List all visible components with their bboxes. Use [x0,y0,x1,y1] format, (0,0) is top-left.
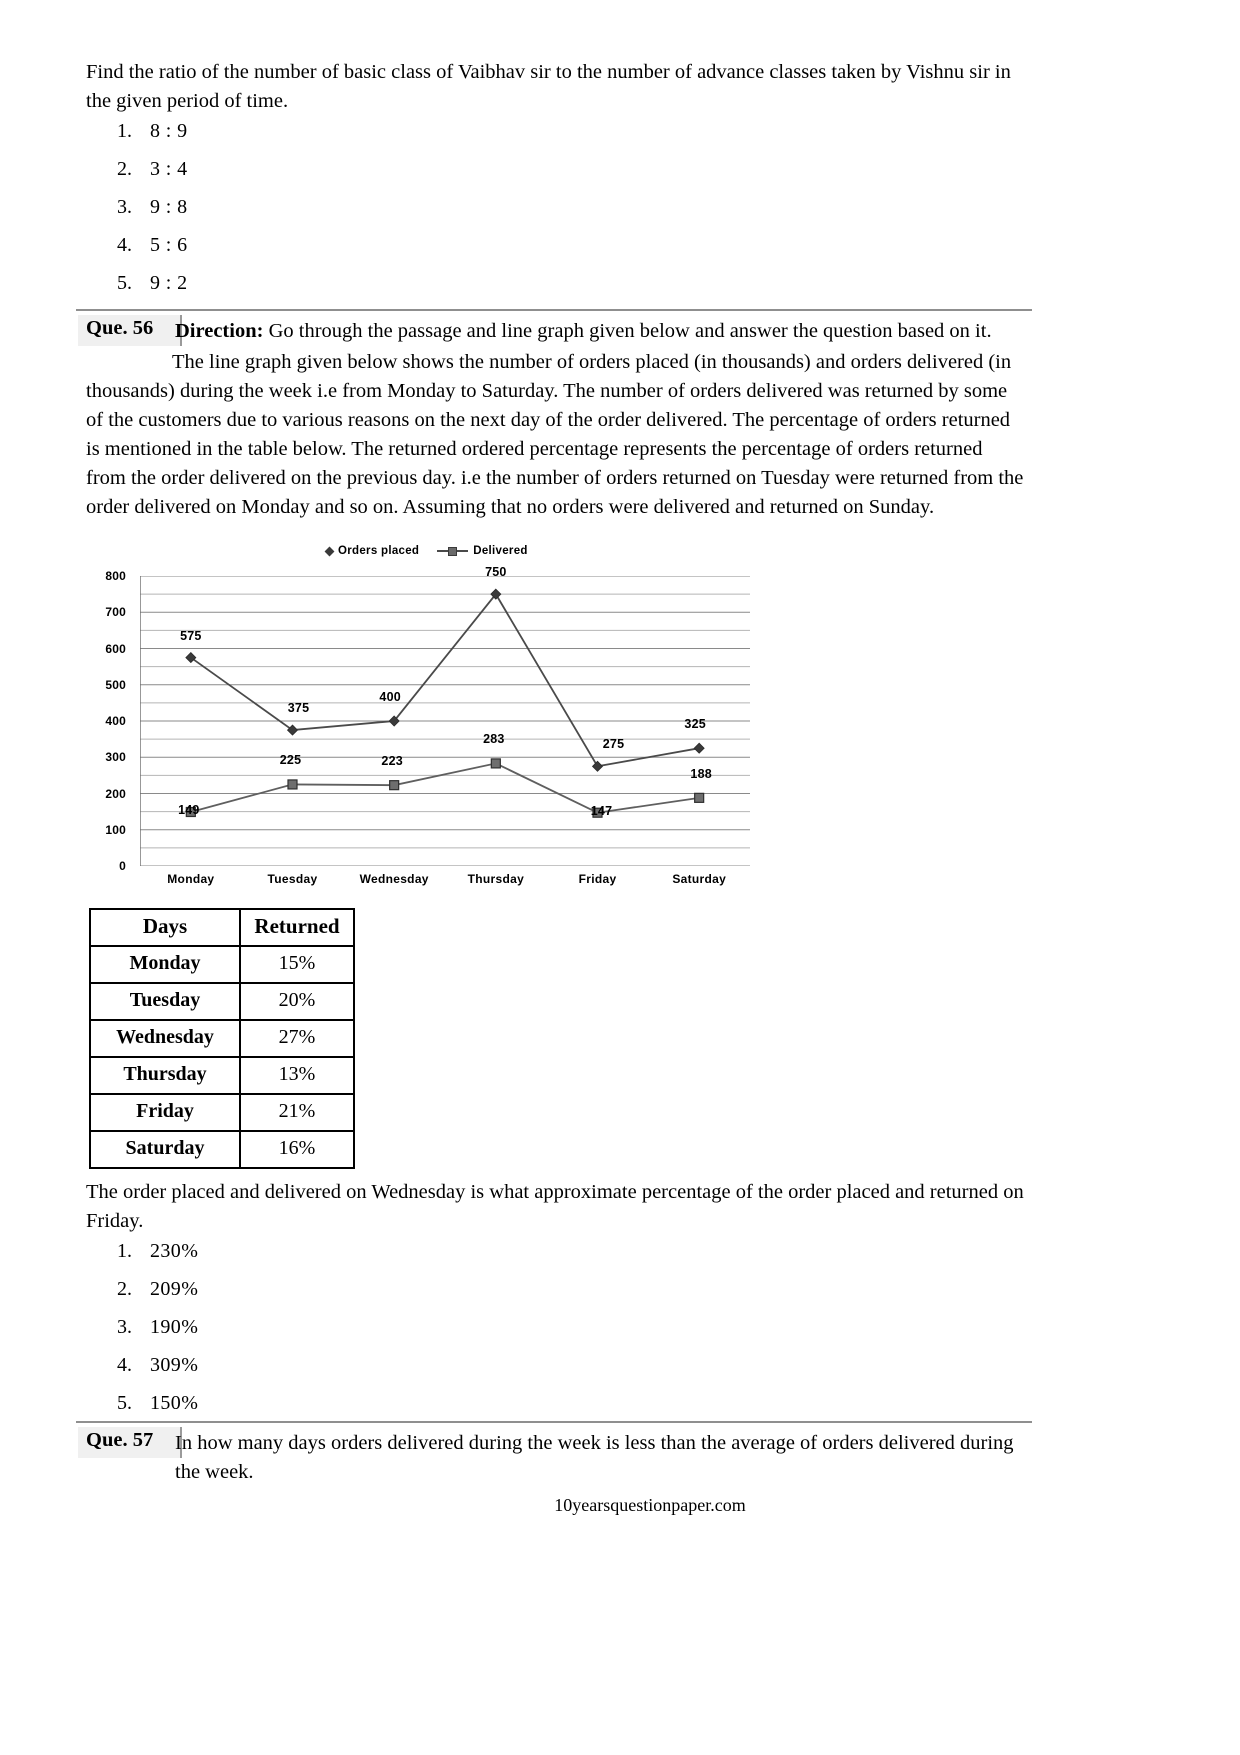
direction-label: Direction: [175,320,264,342]
data-label-delivered-tuesday: 225 [279,753,302,768]
table-row [90,946,354,983]
option-number: 2. [117,1278,132,1300]
table-cell-returned: 21% [240,1094,354,1131]
chart-legend [326,540,626,562]
legend-entry-orders-placed [326,545,419,557]
top-question-option-1[interactable] [86,112,586,150]
y-axis-tick-800: 800 [105,569,126,583]
option-number: 4. [117,234,132,256]
table-header-row [90,909,354,946]
option-value: 309% [150,1354,199,1376]
option-number: 5. [117,1392,132,1414]
footer-site-name: 10yearsquestionpaper.com [554,1495,746,1515]
y-axis-tick-100: 100 [105,822,126,837]
y-axis-labels [84,569,132,873]
table-cell-day: Friday [90,1094,240,1131]
data-label-delivered-monday: 149 [178,802,200,817]
y-axis-tick-600: 600 [105,641,126,656]
x-axis-label-monday: Monday [167,872,215,886]
option-number: 2. [117,158,132,180]
data-label-placed-friday: 275 [602,737,625,752]
y-axis-tick-700: 700 [105,605,126,620]
option-value: 150% [150,1392,199,1414]
legend-entry-delivered [437,545,527,557]
que57-question-text: In how many days orders delivered during the week is less than the average of orders delivered during the week. [175,1432,1014,1483]
x-axis-label-saturday: Saturday [672,872,727,886]
option-number: 4. [117,1354,132,1376]
table-cell-day: Wednesday [90,1020,240,1057]
table-cell-day: Thursday [90,1057,240,1094]
direction-line [175,317,1035,346]
passage-block [86,348,1026,522]
option-number: 1. [117,120,132,142]
data-label-placed-monday: 575 [180,628,202,643]
que56-options [86,1232,586,1422]
option-number: 1. [117,1240,132,1262]
que56-option-3[interactable] [86,1308,586,1346]
y-axis-tick-500: 500 [105,677,126,692]
table-cell-returned: 27% [240,1020,354,1057]
option-value: 5 : 6 [150,234,188,256]
data-label-delivered-saturday: 188 [690,766,712,781]
option-value: 9 : 2 [150,272,188,294]
data-label-delivered-thursday: 283 [483,732,505,747]
chart-svg [140,576,750,866]
diamond-marker-icon [325,546,335,556]
que56-option-5[interactable] [86,1384,586,1422]
table-row [90,1131,354,1168]
table-cell-returned: 20% [240,983,354,1020]
x-axis-labels [140,872,750,886]
table-header [90,909,354,946]
option-number: 3. [117,1316,132,1338]
returned-percentage-table [89,908,355,1169]
line-square-marker-icon [437,547,468,556]
section-divider-56 [76,309,1032,311]
option-value: 3 : 4 [150,158,188,180]
section-divider-57 [76,1421,1032,1423]
option-value: 8 : 9 [150,120,188,142]
table-row [90,1057,354,1094]
question-number-56: Que. 56 [78,315,182,346]
table-cell-day: Saturday [90,1131,240,1168]
x-axis-label-thursday: Thursday [467,872,525,886]
top-question-option-2[interactable] [86,150,586,188]
top-question-option-3[interactable] [86,188,586,226]
option-value: 209% [150,1278,199,1300]
data-label-placed-saturday: 325 [684,717,706,732]
option-number: 5. [117,272,132,294]
y-axis-tick-300: 300 [105,750,126,765]
page-footer [0,1495,1240,1516]
table-cell-day: Tuesday [90,983,240,1020]
question-number-57: Que. 57 [78,1427,182,1458]
top-question-options [86,112,586,302]
x-axis-label-friday: Friday [578,872,617,886]
passage-text: The line graph given below shows the number of orders placed (in thousands) and orders delivered (in thousands) during the week i.e from Monday to Saturday. The number of orders delivered was returned by some of the customers due to various reasons on the next day of the order delivered. The percentage of orders returned is mentioned in the table below. The returned ordered percentage represents the percentage of orders returned from the order delivered on the previous day. i.e the number of orders returned on Tuesday were returned from the order delivered on Monday and so on. Assuming that no orders were delivered and returned on Sunday. [86,351,1024,518]
table-cell-returned: 15% [240,946,354,983]
table-column-header-2: Returned [240,909,354,946]
table-column-header-1: Days [90,909,240,946]
que56-option-4[interactable] [86,1346,586,1384]
x-axis-label-wednesday: Wednesday [359,872,429,886]
que56-question-text: The order placed and delivered on Wednesday is what approximate percentage of the order placed and returned on Friday. [86,1181,1024,1232]
x-axis-label-tuesday: Tuesday [267,872,318,886]
table-row [90,1094,354,1131]
data-label-placed-thursday: 750 [485,565,507,580]
legend-label-delivered: Delivered [473,545,528,557]
option-value: 9 : 8 [150,196,188,218]
data-label-placed-wednesday: 400 [379,690,401,704]
y-axis-tick-400: 400 [105,714,126,728]
que56-option-1[interactable] [86,1232,586,1270]
que56-option-2[interactable] [86,1270,586,1308]
table-body [90,946,354,1168]
table-row [90,983,354,1020]
y-axis-tick-200: 200 [105,786,126,801]
direction-text: Go through the passage and line graph given below and answer the question based on it. [263,320,992,342]
data-label-delivered-friday: 147 [590,803,613,818]
chart-plot-area [84,565,804,906]
y-axis-tick-0: 0 [119,859,126,873]
data-label-delivered-wednesday: 223 [381,754,403,769]
option-value: 190% [150,1316,199,1338]
legend-label-orders-placed: Orders placed [338,545,420,557]
table-row [90,1020,354,1057]
top-question-option-4[interactable] [86,226,586,264]
line-chart [84,536,804,906]
option-value: 230% [150,1240,199,1262]
top-question-text: Find the ratio of the number of basic class of Vaibhav sir to the number of advance classes taken by Vishnu sir in the given period of time. [86,61,1011,112]
table-cell-returned: 13% [240,1057,354,1094]
top-question-option-5[interactable] [86,264,586,302]
data-label-placed-tuesday: 375 [287,701,310,716]
option-number: 3. [117,196,132,218]
table-cell-day: Monday [90,946,240,983]
table-cell-returned: 16% [240,1131,354,1168]
